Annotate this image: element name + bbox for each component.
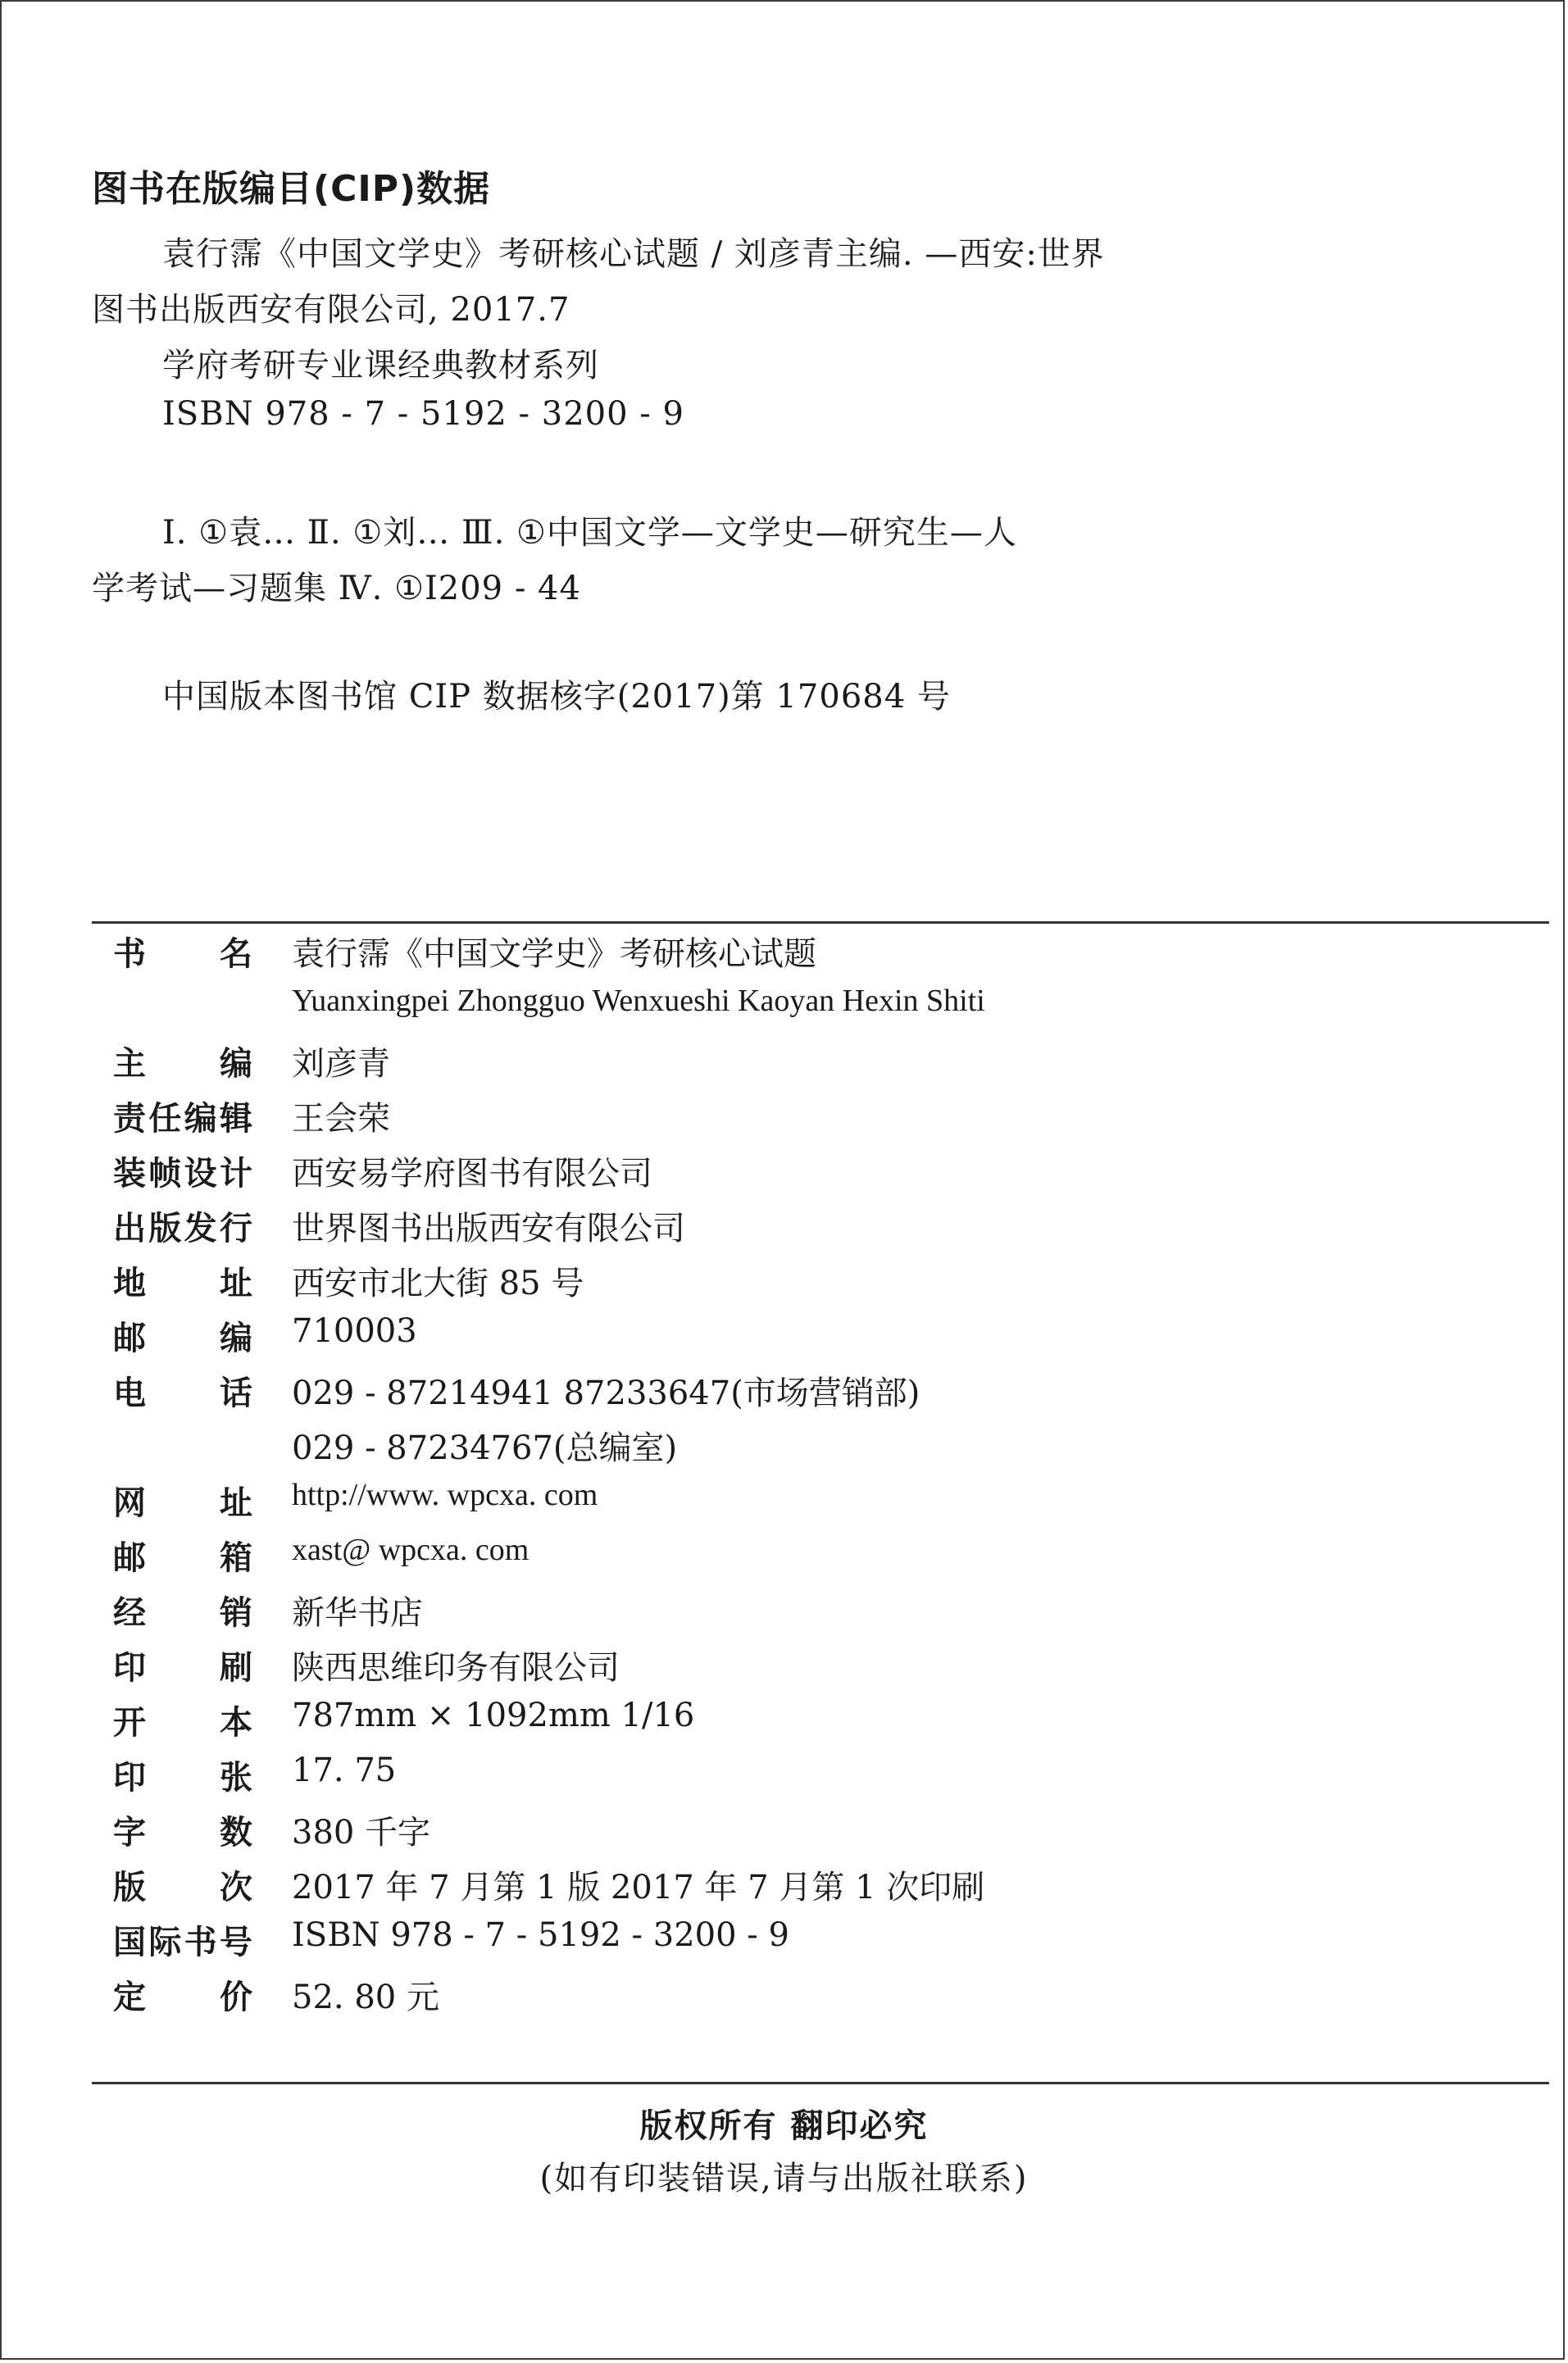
info-value: 710003	[292, 1312, 417, 1350]
info-label: 地址	[113, 1265, 254, 1302]
info-value: 17. 75	[292, 1752, 397, 1789]
cip-line-4: ISBN 978 - 7 - 5192 - 3200 - 9	[162, 395, 684, 433]
info-label: 印刷	[113, 1649, 254, 1687]
info-value: ISBN 978 - 7 - 5192 - 3200 - 9	[292, 1916, 789, 1954]
info-label: 字数	[113, 1814, 254, 1852]
info-value: 380 千字	[292, 1814, 431, 1852]
info-value: http://www. wpcxa. com	[292, 1478, 598, 1512]
info-label: 定价	[113, 1979, 254, 2016]
contact-note: (如有印装错误,请与出版社联系)	[539, 2160, 1029, 2197]
cip-line-5: Ⅰ. ①袁… Ⅱ. ①刘… Ⅲ. ①中国文学—文学史—研究生—人	[162, 514, 1017, 552]
cip-line-1: 袁行霈《中国文学史》考研核心试题 / 刘彦青主编. —西安:世界	[162, 235, 1105, 273]
cip-line-6: 学考试—习题集 Ⅳ. ①I209 - 44	[92, 570, 581, 607]
info-value: 世界图书出版西安有限公司	[292, 1210, 685, 1247]
info-value: xast@ wpcxa. com	[292, 1533, 529, 1567]
info-label: 主编	[113, 1045, 254, 1083]
info-label: 电话	[113, 1375, 254, 1412]
cip-heading: 图书在版编目(CIP)数据	[92, 168, 491, 210]
info-label: 经销	[113, 1594, 254, 1632]
info-value: 陕西思维印务有限公司	[292, 1649, 620, 1687]
info-value: 西安市北大街 85 号	[292, 1265, 584, 1302]
info-value: 新华书店	[292, 1594, 423, 1632]
bottom-divider	[92, 2082, 1549, 2084]
top-divider	[92, 921, 1549, 924]
info-label: 书名	[113, 935, 254, 973]
info-value: 52. 80 元	[292, 1979, 439, 2016]
info-label: 装帧设计	[113, 1155, 254, 1193]
info-label: 印张	[113, 1759, 254, 1797]
info-label: 网址	[113, 1484, 254, 1522]
info-value: 刘彦青	[292, 1045, 390, 1083]
info-value: 袁行霈《中国文学史》考研核心试题	[292, 935, 816, 973]
info-value: 029 - 87234767(总编室)	[292, 1429, 678, 1467]
info-label: 版次	[113, 1869, 254, 1906]
info-value: 787mm × 1092mm 1/16	[292, 1697, 695, 1734]
info-label: 邮编	[113, 1320, 254, 1357]
info-label: 国际书号	[113, 1924, 254, 1961]
info-value: 029 - 87214941 87233647(市场营销部)	[292, 1375, 920, 1412]
info-label: 开本	[113, 1704, 254, 1742]
cip-line-3: 学府考研专业课经典教材系列	[162, 347, 599, 384]
info-label: 邮箱	[113, 1539, 254, 1577]
info-value: 2017 年 7 月第 1 版 2017 年 7 月第 1 次印刷	[292, 1869, 985, 1906]
info-value: 王会荣	[292, 1100, 390, 1138]
info-label: 责任编辑	[113, 1100, 254, 1138]
copyright-notice: 版权所有 翻印必究	[639, 2107, 929, 2145]
cip-line-7: 中国版本图书馆 CIP 数据核字(2017)第 170684 号	[162, 678, 951, 716]
info-value: Yuanxingpei Zhongguo Wenxueshi Kaoyan Hexin Shiti	[292, 984, 985, 1018]
info-label: 出版发行	[113, 1210, 254, 1247]
cip-line-2: 图书出版西安有限公司, 2017.7	[92, 291, 570, 329]
info-value: 西安易学府图书有限公司	[292, 1155, 652, 1193]
